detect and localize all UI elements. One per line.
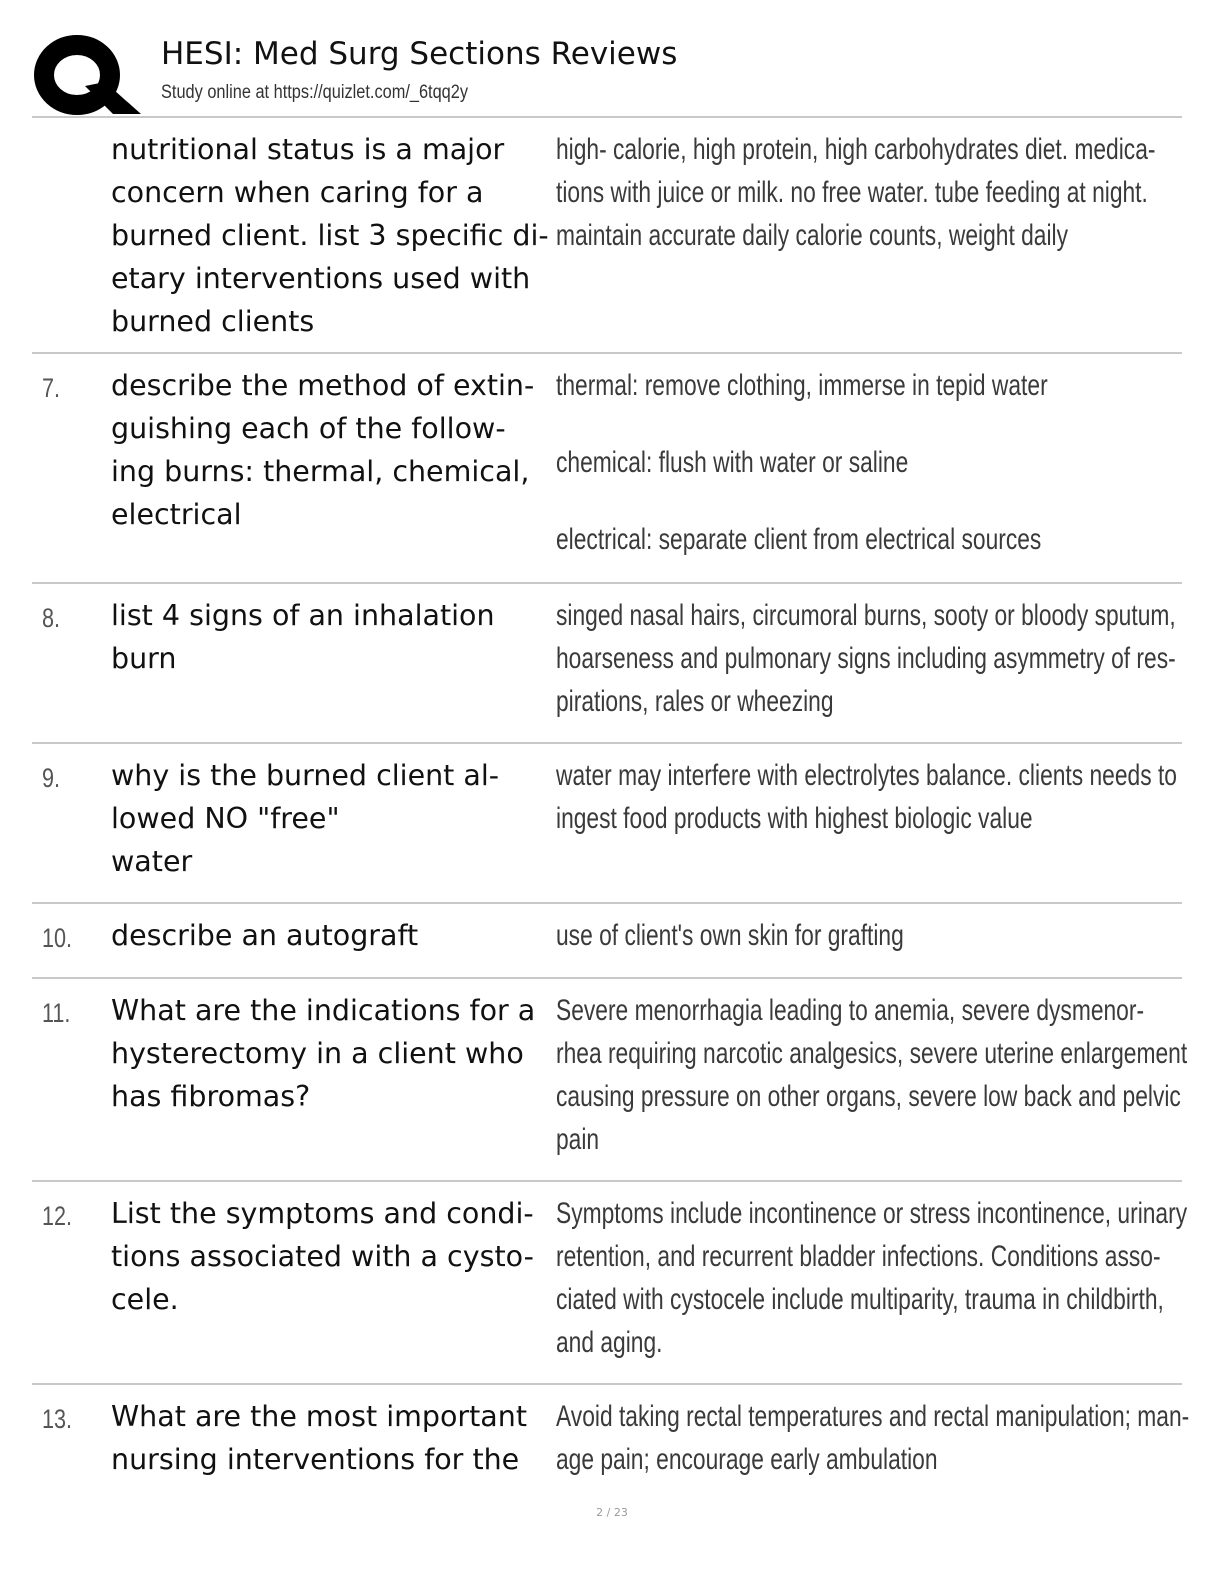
term-line: etary interventions used with <box>111 262 531 295</box>
definition-line: ingest food products with highest biologic value <box>556 802 1033 835</box>
term-line: What are the most important <box>111 1400 528 1433</box>
term-line: tions associated with a cysto- <box>111 1240 534 1273</box>
definition-line: chemical: flush with water or saline <box>556 446 909 479</box>
card-number: 10. <box>42 923 73 953</box>
term-line: List the symptoms and condi- <box>111 1197 534 1230</box>
term-line: ing burns: thermal, chemical, <box>111 455 530 488</box>
flashcard <box>32 1182 1188 1385</box>
flashcard <box>32 118 1182 354</box>
card-term <box>111 1192 556 1321</box>
term-line: burn <box>111 642 177 675</box>
card-number: 9. <box>42 763 61 793</box>
definition-line: maintain accurate daily calorie counts, weight daily <box>556 219 1069 252</box>
flashcard-list <box>32 118 1190 1495</box>
term-line: burned client. list 3 specific di- <box>111 219 549 252</box>
term-line: concern when caring for a <box>111 176 484 209</box>
term-line: has fibromas? <box>111 1080 311 1113</box>
definition-line: and aging. <box>556 1326 663 1359</box>
card-term <box>111 754 556 883</box>
definition-line: pain <box>556 1123 600 1156</box>
card-term <box>111 989 556 1118</box>
flashcard <box>32 354 1182 584</box>
term-line: cele. <box>111 1283 179 1316</box>
definition-line: retention, and recurrent bladder infections. Conditions asso- <box>556 1240 1161 1273</box>
card-definition <box>556 364 1224 561</box>
term-line: hysterectomy in a client who <box>111 1037 524 1070</box>
term-line: guishing each of the follow- <box>111 412 506 445</box>
definition-line: pirations, rales or wheezing <box>556 685 834 718</box>
term-line: electrical <box>111 498 242 531</box>
flashcard <box>32 744 1182 904</box>
definition-line: age pain; encourage early ambulation <box>556 1443 938 1476</box>
quizlet-logo-icon <box>33 34 143 116</box>
card-number: 13. <box>42 1404 73 1434</box>
definition-line: causing pressure on other organs, severe low back and pelvic <box>556 1080 1181 1113</box>
term-line: describe an autograft <box>111 919 419 952</box>
definition-line: Severe menorrhagia leading to anemia, severe dysmenor- <box>556 994 1145 1027</box>
flashcard <box>32 904 1182 979</box>
definition-line: rhea requiring narcotic analgesics, severe uterine enlargement <box>556 1037 1188 1070</box>
definition-line: tions with juice or milk. no free water. tube feeding at night. <box>556 176 1148 209</box>
card-number: 8. <box>42 603 61 633</box>
definition-line: thermal: remove clothing, immerse in tepid water <box>556 369 1048 402</box>
card-definition <box>556 128 1224 257</box>
page-header <box>30 30 1190 114</box>
term-line: nutritional status is a major <box>111 133 505 166</box>
term-line: burned clients <box>111 305 315 338</box>
definition-line: electrical: separate client from electrical sources <box>556 523 1042 556</box>
card-definition <box>556 1395 1224 1481</box>
definition-line: Avoid taking rectal temperatures and rectal manipulation; man- <box>556 1400 1190 1433</box>
term-line: lowed NO "free" <box>111 802 340 835</box>
definition-line: hoarseness and pulmonary signs including asymmetry of res- <box>556 642 1176 675</box>
card-term <box>111 1395 556 1481</box>
definition-line: water may interfere with electrolytes balance. clients needs to <box>556 759 1177 792</box>
card-term <box>111 594 556 680</box>
term-line: nursing interventions for the <box>111 1443 520 1476</box>
term-line: water <box>111 845 193 878</box>
study-online-link-text[interactable]: Study online at https://quizlet.com/_6tqq2y <box>161 82 469 103</box>
card-definition <box>556 914 1224 957</box>
card-definition <box>556 594 1224 723</box>
term-line: why is the burned client al- <box>111 759 500 792</box>
card-term <box>111 128 556 343</box>
card-definition <box>556 1192 1224 1364</box>
card-number: 11. <box>42 998 71 1028</box>
definition-line: singed nasal hairs, circumoral burns, sooty or bloody sputum, <box>556 599 1176 632</box>
flashcard <box>32 979 1188 1182</box>
card-number: 12. <box>42 1201 73 1231</box>
term-line: What are the indications for a <box>111 994 536 1027</box>
card-definition <box>556 754 1224 840</box>
term-line: describe the method of extin- <box>111 369 535 402</box>
definition-line: ciated with cystocele include multiparity, trauma in childbirth, <box>556 1283 1164 1316</box>
card-number: 7. <box>42 373 61 403</box>
term-line: list 4 signs of an inhalation <box>111 599 495 632</box>
card-term <box>111 364 556 536</box>
page-indicator: 2 / 23 <box>596 1506 628 1519</box>
card-definition <box>556 989 1224 1161</box>
card-term <box>111 914 556 957</box>
definition-line: use of client's own skin for grafting <box>556 919 904 952</box>
flashcard <box>32 1385 1190 1495</box>
definition-line: high- calorie, high protein, high carbohydrates diet. medica- <box>556 133 1156 166</box>
flashcard <box>32 584 1182 744</box>
set-title: HESI: Med Surg Sections Reviews <box>161 36 678 72</box>
definition-line: Symptoms include incontinence or stress incontinence, urinary <box>556 1197 1188 1230</box>
